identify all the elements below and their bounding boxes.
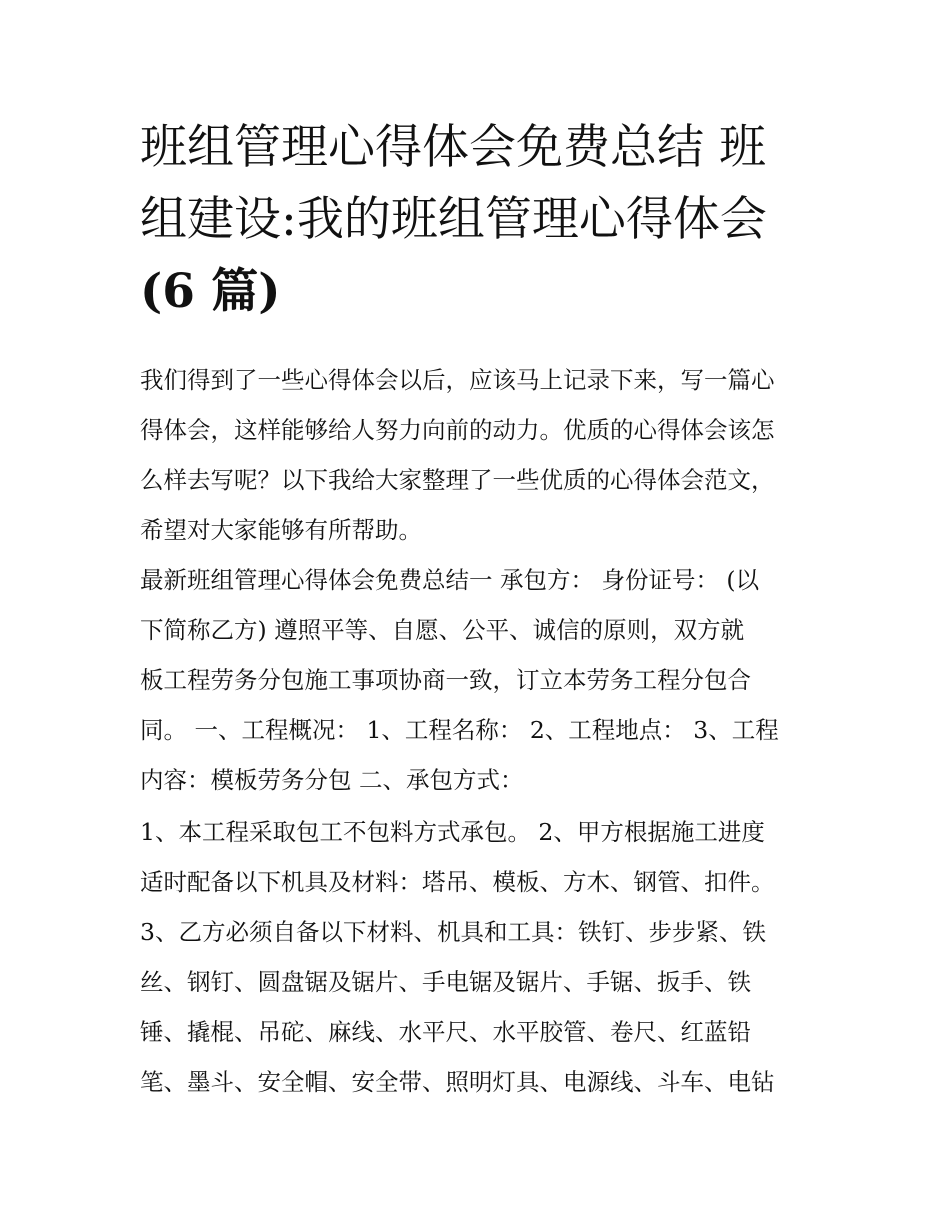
paragraph-line: 我们得到了一些心得体会以后，应该马上记录下来，写一篇心 — [140, 366, 775, 394]
title-line: (6 篇) — [140, 264, 281, 319]
intro-paragraph — [140, 355, 840, 555]
paragraph-line: 希望对大家能够有所帮助。 — [140, 516, 422, 544]
paragraph-line: 适时配备以下机具及材料：塔吊、模板、方木、钢管、扣件。 — [140, 868, 775, 896]
paragraph-line: 下简称乙方) 遵照平等、自愿、公平、诚信的原则，双方就 — [140, 616, 745, 644]
paragraph-line: 内容：模板劳务分包 二、承包方式： — [140, 766, 524, 794]
title-line: 组建设:我的班组管理心得体会 — [140, 192, 767, 247]
paragraph-line: 3、乙方必须自备以下材料、机具和工具：铁钉、步步紧、铁 — [140, 918, 766, 946]
title-line: 班组管理心得体会免费总结 班 — [140, 120, 766, 175]
paragraph-line: 锤、撬棍、吊砣、麻线、水平尺、水平胶管、卷尺、红蓝铅 — [140, 1018, 751, 1046]
paragraph-line: 得体会，这样能够给人努力向前的动力。优质的心得体会该怎 — [140, 416, 775, 444]
document-title — [140, 112, 820, 328]
section-two-paragraph — [140, 807, 840, 1107]
paragraph-line: 最新班组管理心得体会免费总结一 承包方： 身份证号： (以 — [140, 566, 760, 594]
paragraph-line: 笔、墨斗、安全帽、安全带、照明灯具、电源线、斗车、电钻 — [140, 1068, 775, 1096]
paragraph-line: 板工程劳务分包施工事项协商一致，订立本劳务工程分包合 — [140, 666, 751, 694]
paragraph-line: 么样去写呢？以下我给大家整理了一些优质的心得体会范文， — [140, 466, 775, 494]
paragraph-line: 1、本工程采取包工不包料方式承包。 2、甲方根据施工进度 — [140, 818, 765, 846]
paragraph-line: 丝、钢钉、圆盘锯及锯片、手电锯及锯片、手锯、扳手、铁 — [140, 968, 751, 996]
section-one-paragraph — [140, 555, 840, 805]
paragraph-line: 同。 一、工程概况： 1、工程名称： 2、工程地点： 3、工程 — [140, 716, 779, 744]
